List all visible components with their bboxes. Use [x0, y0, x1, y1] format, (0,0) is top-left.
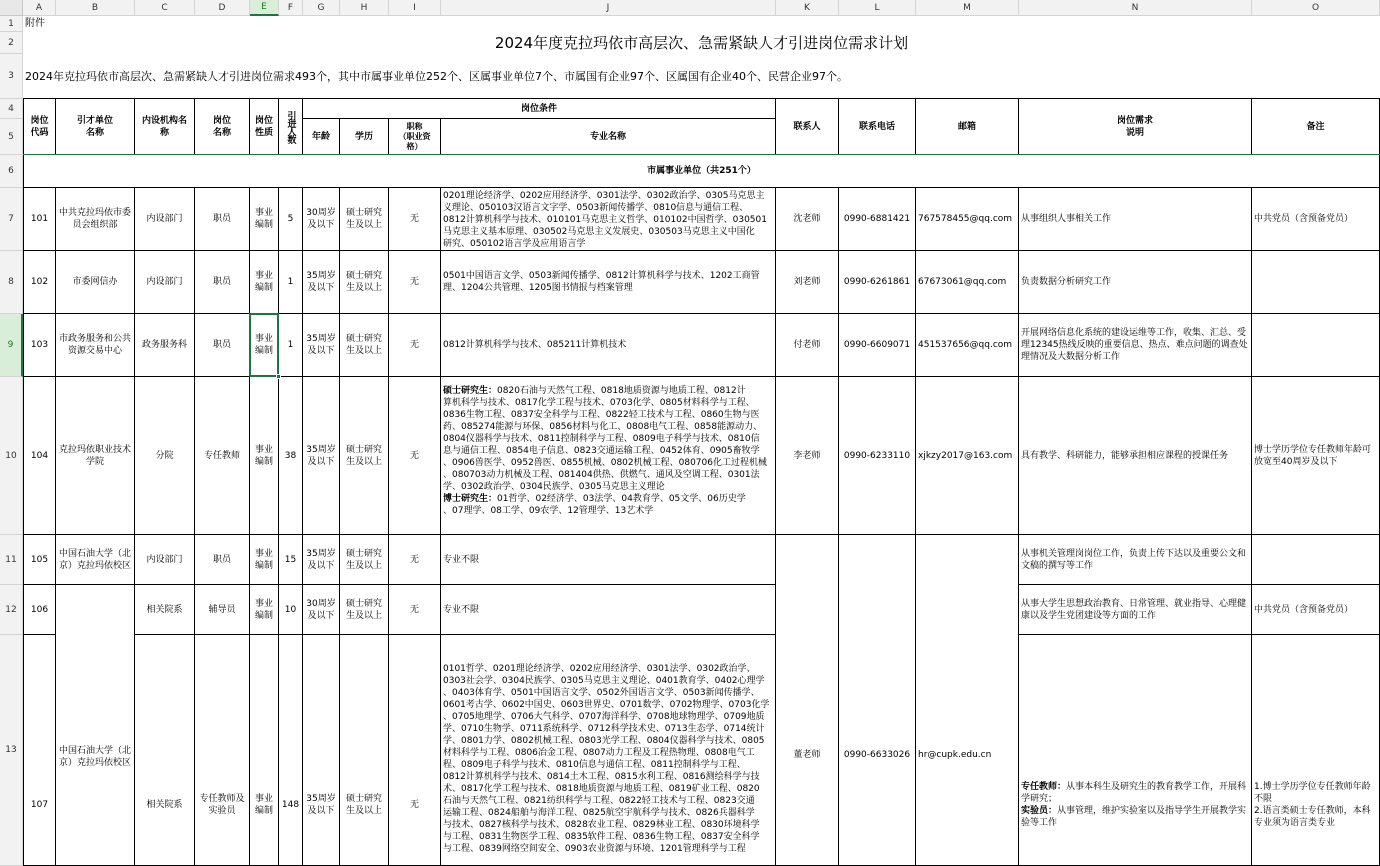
- header-post-nature[interactable]: 岗位 性质: [250, 99, 279, 155]
- row-106-note[interactable]: 中共党员（含预备党员）: [1252, 585, 1380, 635]
- column-header-e[interactable]: E: [250, 0, 279, 16]
- row-103-major[interactable]: 0812计算机科学与技术、085211计算机技术: [441, 314, 776, 377]
- row-101-nature[interactable]: 事业编制: [250, 188, 279, 251]
- row-header-9[interactable]: 9: [0, 314, 23, 377]
- row-105-code[interactable]: 105: [24, 535, 56, 585]
- row-102-dept[interactable]: 内设部门: [135, 251, 195, 314]
- row-101-title[interactable]: 无: [389, 188, 441, 251]
- row-107-post[interactable]: 专任教师及实验员: [195, 635, 250, 866]
- row-102-count[interactable]: 1: [279, 251, 303, 314]
- row-106-major[interactable]: 专业不限: [441, 585, 776, 635]
- row-104-email[interactable]: xjkzy2017@163.com: [916, 377, 1019, 535]
- major-master-label: 硕士研究生：: [443, 386, 498, 396]
- row-104-count[interactable]: 38: [279, 377, 303, 535]
- header-edu[interactable]: 学历: [340, 119, 389, 155]
- row-101-unit[interactable]: 中共克拉玛依市委员会组织部: [56, 188, 135, 251]
- header-phone[interactable]: 联系电话: [839, 99, 916, 155]
- column-header-h[interactable]: H: [340, 0, 389, 16]
- row-106-age[interactable]: 30周岁及以下: [303, 585, 340, 635]
- row-105-age[interactable]: 35周岁及以下: [303, 535, 340, 585]
- row-104-unit[interactable]: 克拉玛依职业技术学院: [56, 377, 135, 535]
- row-107-desc[interactable]: 专任教师：从事本科生及研究生的教育教学工作，开展科学研究； 实验员：从事管理，维护实验室以及指导学生开展教学实验等工作: [1019, 635, 1252, 866]
- row-105-count[interactable]: 15: [279, 535, 303, 585]
- header-dept[interactable]: 内设机构名 称: [135, 99, 195, 155]
- header-email[interactable]: 邮箱: [916, 99, 1019, 155]
- row-102-age[interactable]: 35周岁及以下: [303, 251, 340, 314]
- row-103-contact[interactable]: 付老师: [776, 314, 839, 377]
- row-header-3[interactable]: 3: [0, 54, 23, 99]
- row-101-major[interactable]: 0201理论经济学、0202应用经济学、0301法学、0302政治学、0305马克思主 义理论、050103汉语言文字学、0503新闻传播学、0810信息与通信工程、 0812计算机科学与技术、010101马克思主义哲学、010102中国哲学、030501 马克思主义基本原理、030502马克思主义发展史、030503马克思主义中国化 研究、050102语言学及应用语言学: [441, 188, 776, 251]
- column-header-f[interactable]: F: [279, 0, 303, 16]
- row-102-post[interactable]: 职员: [195, 251, 250, 314]
- header-post-name[interactable]: 岗位 名称: [195, 99, 250, 155]
- row-105-107-contact[interactable]: 董老师: [776, 535, 839, 866]
- row-102-contact[interactable]: 刘老师: [776, 251, 839, 314]
- desc-lab-label: 实验员：: [1021, 806, 1058, 816]
- row-header-6[interactable]: 6: [0, 155, 23, 188]
- row-103-email[interactable]: 451537656@qq.com: [916, 314, 1019, 377]
- row-header-5[interactable]: 5: [0, 119, 23, 155]
- row-104-phone[interactable]: 0990-6233110: [839, 377, 916, 535]
- row-103-desc[interactable]: 开展网络信息化系统的建设运维等工作，收集、汇总、受理12345热线反映的重要信息、热点、难点问题的调查处理情况及大数据分析工作: [1019, 314, 1252, 377]
- header-count[interactable]: 引进人数: [279, 99, 303, 155]
- row-103-count[interactable]: 1: [279, 314, 303, 377]
- row-header-1[interactable]: 1: [0, 16, 23, 32]
- row-105-nature[interactable]: 事业编制: [250, 535, 279, 585]
- header-conditions[interactable]: 岗位条件: [303, 99, 776, 119]
- header-title-req[interactable]: 职称 （职业资 格）: [389, 119, 441, 155]
- row-106-desc[interactable]: 从事大学生思想政治教育、日常管理、就业指导、心理健康以及学生党团建设等方面的工作: [1019, 585, 1252, 635]
- column-header-i[interactable]: I: [389, 0, 441, 16]
- column-header-b[interactable]: B: [56, 0, 135, 16]
- header-major[interactable]: 专业名称: [441, 119, 776, 155]
- row-102-desc[interactable]: 负责数据分析研究工作: [1019, 251, 1252, 314]
- row-107-title[interactable]: 无: [389, 635, 441, 866]
- row-102-note[interactable]: [1252, 251, 1380, 314]
- row-104-title[interactable]: 无: [389, 377, 441, 535]
- row-header-8[interactable]: 8: [0, 251, 23, 314]
- column-header-c[interactable]: C: [135, 0, 195, 16]
- row-105-edu[interactable]: 硕士研究生及以上: [340, 535, 389, 585]
- row-105-107-phone[interactable]: 0990-6633026: [839, 535, 916, 866]
- row-104-post[interactable]: 专任教师: [195, 377, 250, 535]
- major-doctor-label: 博士研究生：: [443, 494, 498, 504]
- column-header-j[interactable]: J: [441, 0, 776, 16]
- row-102-nature[interactable]: 事业编制: [250, 251, 279, 314]
- row-107-dept[interactable]: 相关院系: [135, 635, 195, 866]
- row-103-dept[interactable]: 政务服务科: [135, 314, 195, 377]
- row-101-post[interactable]: 职员: [195, 188, 250, 251]
- row-101-phone[interactable]: 0990-6881421: [839, 188, 916, 251]
- row-102-phone[interactable]: 0990-6261861: [839, 251, 916, 314]
- row-103-note[interactable]: [1252, 314, 1380, 377]
- row-103-age[interactable]: 35周岁及以下: [303, 314, 340, 377]
- row-104-code[interactable]: 104: [24, 377, 56, 535]
- row-107-age[interactable]: 35周岁及以下: [303, 635, 340, 866]
- summary-text[interactable]: 2024年克拉玛依市高层次、急需紧缺人才引进岗位需求493个，其中市属事业单位252个、区属事业单位7个、市属国有企业97个、区属国有企业40个、民营企业97个。: [23, 54, 1380, 99]
- row-102-code[interactable]: 102: [24, 251, 56, 314]
- row-103-title[interactable]: 无: [389, 314, 441, 377]
- row-104-major[interactable]: 硕士研究生：0820石油与天然气工程、0818地质资源与地质工程、0812计 算机科学与技术、0817化学工程与技术、0703化学、0805材料科学与工程、 0836生物工程、0837安全科学与工程、0822轻工技术与工程、0860生物与医 药、085274能源与环保、0856材料与化工、0808电气工程、0858能源动力、 0804仪器科学与技术、0811控制科学与工程、0809电子科学与技术、0810信 息与通信工程、0854电子信息、0823交通运输工程、0452体育、0905畜牧学 、0906兽医学、0952兽医、0855机械、0802机械工程、080706化工过程机械 、080703动力机械及工程、081404供热、供燃气、通风及空调工程、0301法 学、0302政治学、0304民族学、0305马克思主义理论 博士研究生：01哲学、02经济学、03法学、04教育学、05文学、06历史学 、07理学、08工学、09农学、12管理学、13艺术学: [441, 377, 776, 535]
- row-107-count[interactable]: 148: [279, 635, 303, 866]
- column-header-n[interactable]: N: [1019, 0, 1252, 16]
- attachment-label[interactable]: 附件: [23, 16, 83, 32]
- row-106-title[interactable]: 无: [389, 585, 441, 635]
- row-header-2[interactable]: 2: [0, 32, 23, 54]
- row-102-major[interactable]: 0501中国语言文学、0503新闻传播学、0812计算机科学与技术、1202工商管 理、1204公共管理、1205图书情报与档案管理: [441, 251, 776, 314]
- column-header-m[interactable]: M: [916, 0, 1019, 16]
- column-header-a[interactable]: A: [23, 0, 56, 16]
- row-106-nature[interactable]: 事业编制: [250, 585, 279, 635]
- row-101-note[interactable]: 中共党员（含预备党员）: [1252, 188, 1380, 251]
- row-104-desc[interactable]: 具有教学、科研能力，能够承担相应课程的授课任务: [1019, 377, 1252, 535]
- row-header-13[interactable]: 13: [0, 635, 23, 866]
- row-header-7[interactable]: 7: [0, 188, 23, 251]
- header-contact[interactable]: 联系人: [776, 99, 839, 155]
- row-103-code[interactable]: 103: [24, 314, 56, 377]
- row-105-post[interactable]: 职员: [195, 535, 250, 585]
- row-106-code[interactable]: 106: [24, 585, 56, 635]
- row-102-unit[interactable]: 市委网信办: [56, 251, 135, 314]
- row-101-code[interactable]: 101: [24, 188, 56, 251]
- section-title[interactable]: 市属事业单位（共251个）: [24, 155, 1380, 188]
- desc-teacher-label: 专任教师：: [1021, 782, 1067, 792]
- column-header-o[interactable]: O: [1252, 0, 1380, 16]
- row-106-post[interactable]: 辅导员: [195, 585, 250, 635]
- row-104-age[interactable]: 35周岁及以下: [303, 377, 340, 535]
- row-107-code[interactable]: 107: [24, 635, 56, 866]
- row-104-note[interactable]: 博士学历学位专任教师年龄可放宽至40周岁及以下: [1252, 377, 1380, 535]
- column-header-g[interactable]: G: [303, 0, 340, 16]
- row-103-unit[interactable]: 市政务服务和公共资源交易中心: [56, 314, 135, 377]
- row-101-count[interactable]: 5: [279, 188, 303, 251]
- header-age[interactable]: 年龄: [303, 119, 340, 155]
- row-105-desc[interactable]: 从事机关管理岗岗位工作，负责上传下达以及重要公文和文稿的撰写等工作: [1019, 535, 1252, 585]
- row-101-desc[interactable]: 从事组织人事相关工作: [1019, 188, 1252, 251]
- row-102-title[interactable]: 无: [389, 251, 441, 314]
- row-104-contact[interactable]: 李老师: [776, 377, 839, 535]
- row-105-107-email[interactable]: hr@cupk.edu.cn: [916, 535, 1019, 866]
- row-103-nature[interactable]: 事业编制: [250, 314, 279, 377]
- row-106-count[interactable]: 10: [279, 585, 303, 635]
- fill-handle[interactable]: [276, 374, 281, 379]
- column-header-d[interactable]: D: [195, 0, 250, 16]
- row-105-dept[interactable]: 内设部门: [135, 535, 195, 585]
- column-header-k[interactable]: K: [776, 0, 839, 16]
- row-107-note[interactable]: 1.博士学历学位专任教师年龄不限 2.语言类硕士专任教师，本科专业须为语言类专业: [1252, 635, 1380, 866]
- header-code[interactable]: 岗位 代码: [24, 99, 56, 155]
- row-101-edu[interactable]: 硕士研究生及以上: [340, 188, 389, 251]
- row-107-major[interactable]: 0101哲学、0201理论经济学、0202应用经济学、0301法学、0302政治学、 0303社会学、0304民族学、0305马克思主义理论、0401教育学、0402心理学 、0403体育学、0501中国语言文学、0502外国语言文学、0503新闻传播学、 0601考古学、0602中国史、0603世界史、0701数学、0702物理学、0703化学 、0705地理学、0706大气科学、0707海洋科学、0708地球物理学、0709地质 学、0710生物学、0711系统科学、0712科学技术史、0713生态学、0714统计 学、0801力学、0802机械工程、0803光学工程、0804仪器科学与技术、0805 材料科学与工程、0806冶金工程、0807动力工程及工程热物理、0808电气工 程、0809电子科学与技术、0810信息与通信工程、0811控制科学与工程、 0812计算机科学与技术、0814土木工程、0815水利工程、0816测绘科学与技 术、0817化学工程与技术、0818地质资源与地质工程、0819矿业工程、0820 石油与天然气工程、0821纺织科学与工程、0822轻工技术与工程、0823交通 运输工程、0824船舶与海洋工程、0825航空宇航科学与技术、0826兵器科学 与技术、0827核科学与技术、0828农业工程、0829林业工程、0830环境科学 与工程、0831生物医学工程、0835软件工程、0836生物工程、0837安全科学 与工程、0839网络空间安全、0903农业资源与环境、1201管理科学与工程: [441, 635, 776, 866]
- row-107-nature[interactable]: 事业编制: [250, 635, 279, 866]
- select-all-corner[interactable]: [0, 0, 23, 16]
- row-102-email[interactable]: 67673061@qq.com: [916, 251, 1019, 314]
- sheet-title[interactable]: 2024年度克拉玛依市高层次、急需紧缺人才引进岗位需求计划: [23, 32, 1380, 54]
- row-101-dept[interactable]: 内设部门: [135, 188, 195, 251]
- row-107-edu[interactable]: 硕士研究生及以上: [340, 635, 389, 866]
- row-103-phone[interactable]: 0990-6609071: [839, 314, 916, 377]
- row-header-12[interactable]: 12: [0, 585, 23, 635]
- row-header-4[interactable]: 4: [0, 99, 23, 119]
- header-desc[interactable]: 岗位需求 说明: [1019, 99, 1252, 155]
- row-105-title[interactable]: 无: [389, 535, 441, 585]
- row-101-contact[interactable]: 沈老师: [776, 188, 839, 251]
- row-106-dept[interactable]: 相关院系: [135, 585, 195, 635]
- row-106-107-unit[interactable]: 中国石油大学（北京）克拉玛依校区: [56, 585, 135, 866]
- header-unit[interactable]: 引才单位 名称: [56, 99, 135, 155]
- row-102-edu[interactable]: 硕士研究生及以上: [340, 251, 389, 314]
- row-header-10[interactable]: 10: [0, 377, 23, 535]
- row-103-edu[interactable]: 硕士研究生及以上: [340, 314, 389, 377]
- column-header-l[interactable]: L: [839, 0, 916, 16]
- row-104-nature[interactable]: 事业编制: [250, 377, 279, 535]
- row-105-unit[interactable]: 中国石油大学（北京）克拉玛依校区: [56, 535, 135, 585]
- row-105-note[interactable]: [1252, 535, 1380, 585]
- row-103-post[interactable]: 职员: [195, 314, 250, 377]
- row-101-email[interactable]: 767578455@qq.com: [916, 188, 1019, 251]
- row-104-dept[interactable]: 分院: [135, 377, 195, 535]
- row-header-11[interactable]: 11: [0, 535, 23, 585]
- header-note[interactable]: 备注: [1252, 99, 1380, 155]
- row-105-major[interactable]: 专业不限: [441, 535, 776, 585]
- row-104-edu[interactable]: 硕士研究生及以上: [340, 377, 389, 535]
- row-106-edu[interactable]: 硕士研究生及以上: [340, 585, 389, 635]
- row-101-age[interactable]: 30周岁及以下: [303, 188, 340, 251]
